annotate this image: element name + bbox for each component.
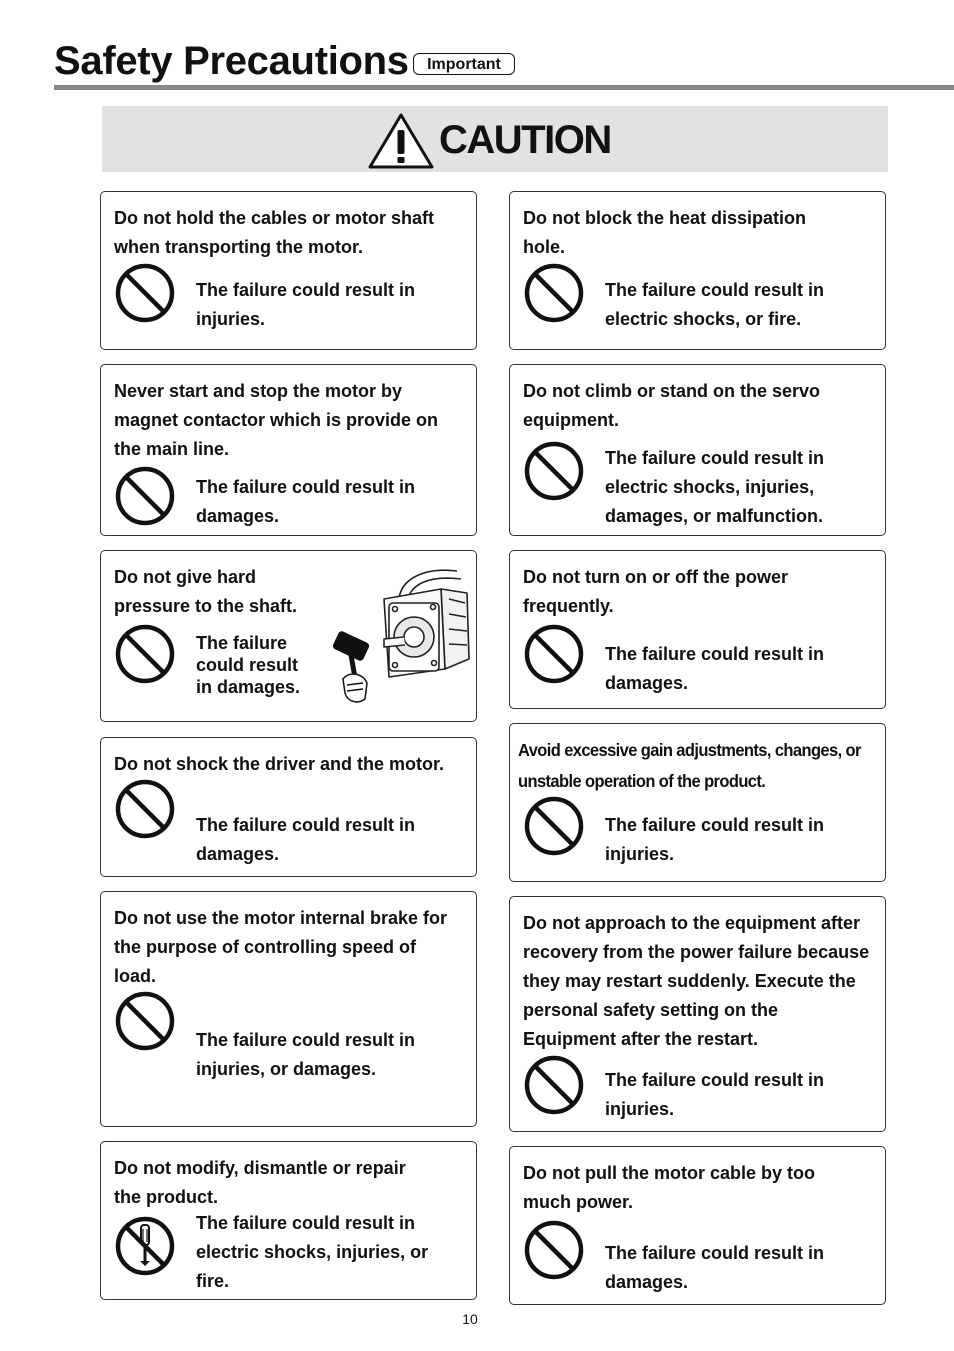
caution-label: CAUTION [439, 118, 611, 162]
precaution-heading: Do not turn on or off the power frequently. [523, 567, 788, 616]
precaution-result: The failure could result in damages. [605, 644, 825, 693]
prohibition-icon [523, 795, 585, 857]
precaution-result: The failure could result in electric shocks, or fire. [605, 280, 825, 329]
precaution-card [100, 891, 477, 1127]
precaution-result: The failure could result in injuries. [196, 280, 416, 329]
precaution-heading: Do not block the heat dissipation hole. [523, 208, 807, 257]
precaution-result: The failure could result in injuries. [605, 815, 825, 864]
precaution-card [100, 550, 477, 722]
precaution-heading: Do not climb or stand on the servo equipment. [523, 381, 821, 430]
prohibition-icon [523, 440, 585, 502]
precaution-card [100, 191, 477, 350]
precaution-result: The failure could result in damages. [196, 477, 416, 526]
precaution-result: The failure could result in damages. [196, 633, 301, 697]
precaution-card [509, 723, 886, 882]
precaution-heading: Do not modify, dismantle or repair the product. [114, 1158, 406, 1207]
caution-banner [102, 106, 888, 172]
precaution-card [509, 1146, 886, 1305]
precaution-card [100, 1141, 477, 1300]
prohibition-icon [114, 623, 176, 685]
precaution-heading: Do not shock the driver and the motor. [114, 754, 445, 774]
precaution-card [100, 364, 477, 536]
precaution-card [509, 364, 886, 536]
precaution-result: The failure could result in electric shocks, injuries, damages, or malfunction. [605, 448, 825, 526]
important-badge: Important [413, 53, 515, 75]
prohibition-icon [523, 623, 585, 685]
page-title: Safety Precautions [54, 39, 409, 83]
precaution-heading: Do not give hard pressure to the shaft. [114, 567, 298, 616]
page-number: 10 [462, 1311, 478, 1327]
precaution-card [100, 737, 477, 877]
prohibition-icon [114, 990, 176, 1052]
prohibition-icon [114, 778, 176, 840]
precaution-result: The failure could result in damages. [605, 1243, 825, 1292]
precaution-card [509, 550, 886, 709]
precaution-heading: Do not pull the motor cable by too much power. [523, 1163, 815, 1212]
prohibition-icon [114, 465, 176, 527]
precaution-heading: Do not hold the cables or motor shaft when transporting the motor. [114, 208, 435, 257]
warning-triangle-icon [367, 112, 435, 170]
precaution-heading: Never start and stop the motor by magnet contactor which is provide on the main line. [114, 381, 439, 459]
precaution-card [509, 191, 886, 350]
precaution-heading: Do not use the motor internal brake for the purpose of controlling speed of load. [114, 908, 448, 986]
precaution-result: The failure could result in injuries. [605, 1070, 825, 1119]
precaution-result: The failure could result in injuries, or damages. [196, 1030, 416, 1079]
prohibition-icon [523, 1219, 585, 1281]
precaution-heading: Do not approach to the equipment after recovery from the power failure because they may restart suddenly. Execute the personal safety setting on the Equipment after the restart. [523, 913, 870, 1049]
precaution-card [509, 896, 886, 1132]
prohibition-icon [523, 262, 585, 324]
title-divider [54, 85, 954, 90]
prohibition-icon [523, 1054, 585, 1116]
no-disassembly-icon [114, 1215, 176, 1277]
prohibition-icon [114, 262, 176, 324]
precaution-result: The failure could result in electric shocks, injuries, or fire. [196, 1213, 429, 1291]
motor-hammer-illustration [329, 559, 474, 709]
precaution-heading: Avoid excessive gain adjustments, changes, or unstable operation of the product. [518, 741, 861, 792]
precaution-result: The failure could result in damages. [196, 815, 416, 864]
